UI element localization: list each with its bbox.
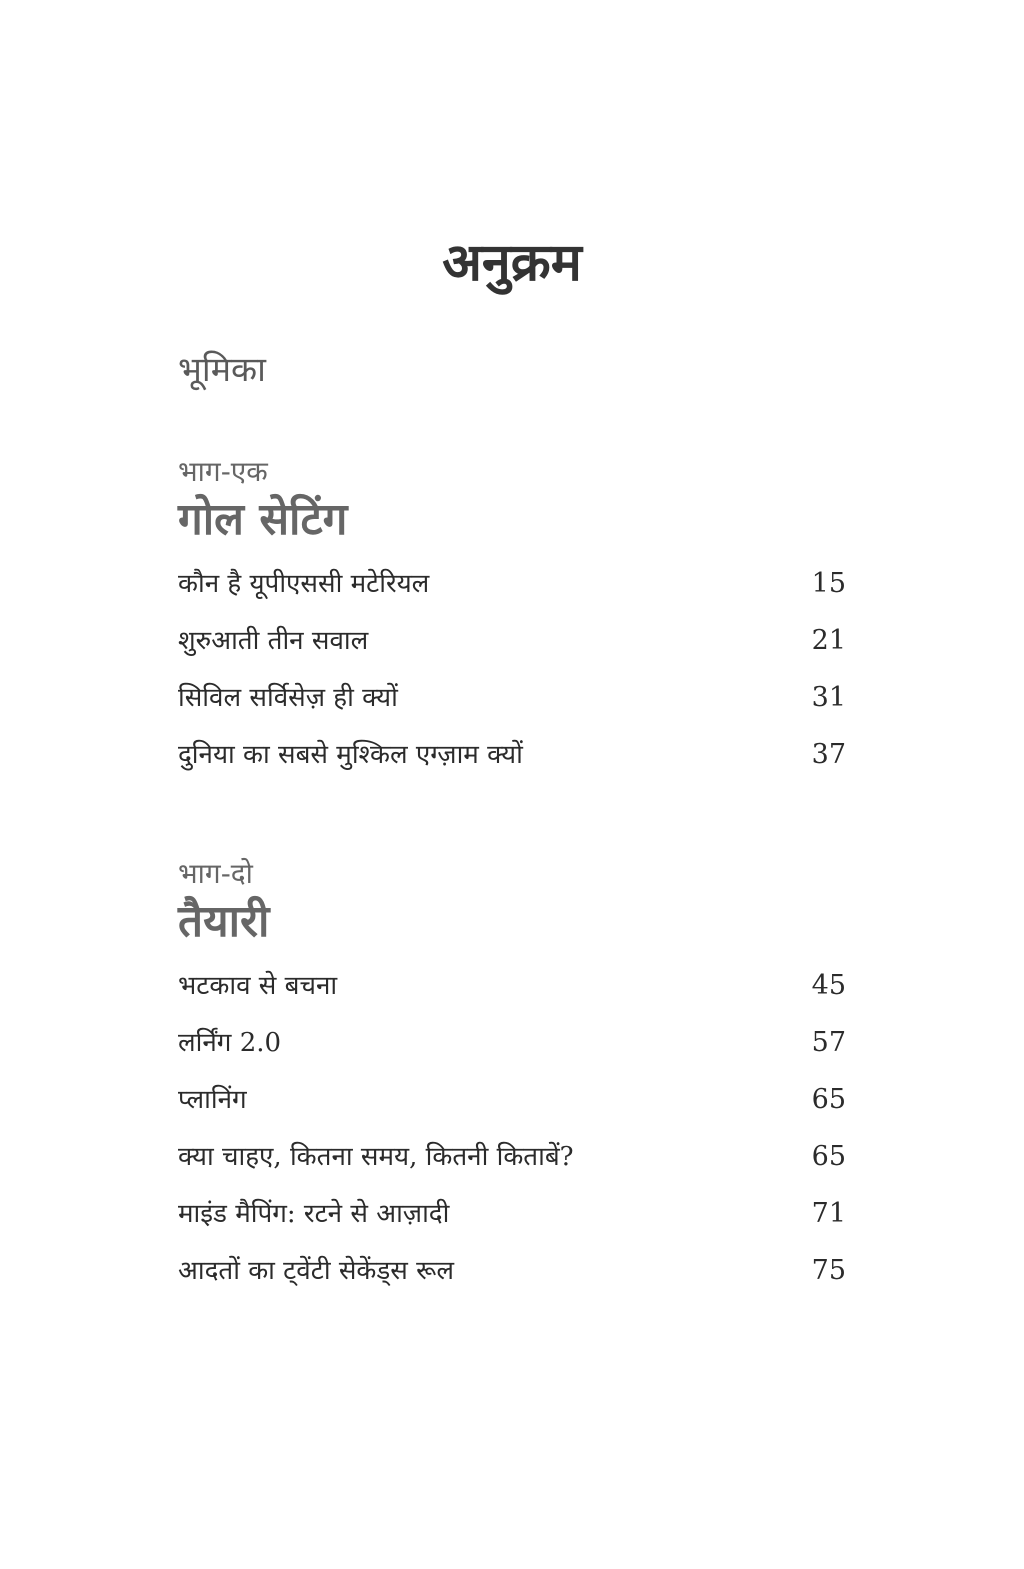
toc-entry — [178, 1014, 846, 1071]
entry-page-number: 65 — [811, 1084, 846, 1115]
entry-title: लर्निंग 2.0 — [178, 1028, 282, 1058]
toc-entry — [178, 957, 846, 1014]
toc-entry — [178, 1185, 846, 1242]
entry-title: भटकाव से बचना — [178, 971, 338, 1001]
entry-title: प्लानिंग — [178, 1085, 247, 1115]
part-two — [178, 855, 846, 1299]
toc-entry — [178, 1071, 846, 1128]
entry-title: क्या चाहए, कितना समय, कितनी किताबें? — [178, 1142, 574, 1172]
part-title: गोल सेटिंग — [178, 494, 348, 545]
part-title: तैयारी — [178, 896, 270, 947]
entry-page-number: 31 — [811, 682, 846, 713]
entry-page-number: 15 — [811, 568, 846, 599]
page-title: अनुक्रम — [442, 233, 582, 293]
entry-page-number: 57 — [811, 1027, 846, 1058]
part-label: भाग-एक — [178, 455, 268, 488]
entry-title: माइंड मैपिंग: रटने से आज़ादी — [178, 1199, 450, 1229]
intro-entry: भूमिका — [178, 350, 266, 390]
entry-page-number: 37 — [811, 739, 846, 770]
entry-page-number: 75 — [811, 1255, 846, 1286]
toc-entry — [178, 1128, 846, 1185]
entry-title: आदतों का ट्वेंटी सेकेंड्स रूल — [178, 1256, 454, 1286]
entry-title: शुरुआती तीन सवाल — [178, 626, 369, 656]
part-label: भाग-दो — [178, 857, 253, 890]
toc-entry — [178, 669, 846, 726]
toc-entry — [178, 612, 846, 669]
part-one — [178, 453, 846, 783]
entry-page-number: 65 — [811, 1141, 846, 1172]
toc-entry — [178, 555, 846, 612]
entry-title: दुनिया का सबसे मुश्किल एग्ज़ाम क्यों — [178, 740, 523, 770]
entry-page-number: 45 — [811, 970, 846, 1001]
entry-page-number: 21 — [811, 625, 846, 656]
entry-title: सिविल सर्विसेज़ ही क्यों — [178, 683, 398, 713]
entry-title: कौन है यूपीएससी मटेरियल — [178, 569, 430, 599]
toc-entry — [178, 1242, 846, 1299]
entry-page-number: 71 — [811, 1198, 846, 1229]
toc-entry — [178, 726, 846, 783]
